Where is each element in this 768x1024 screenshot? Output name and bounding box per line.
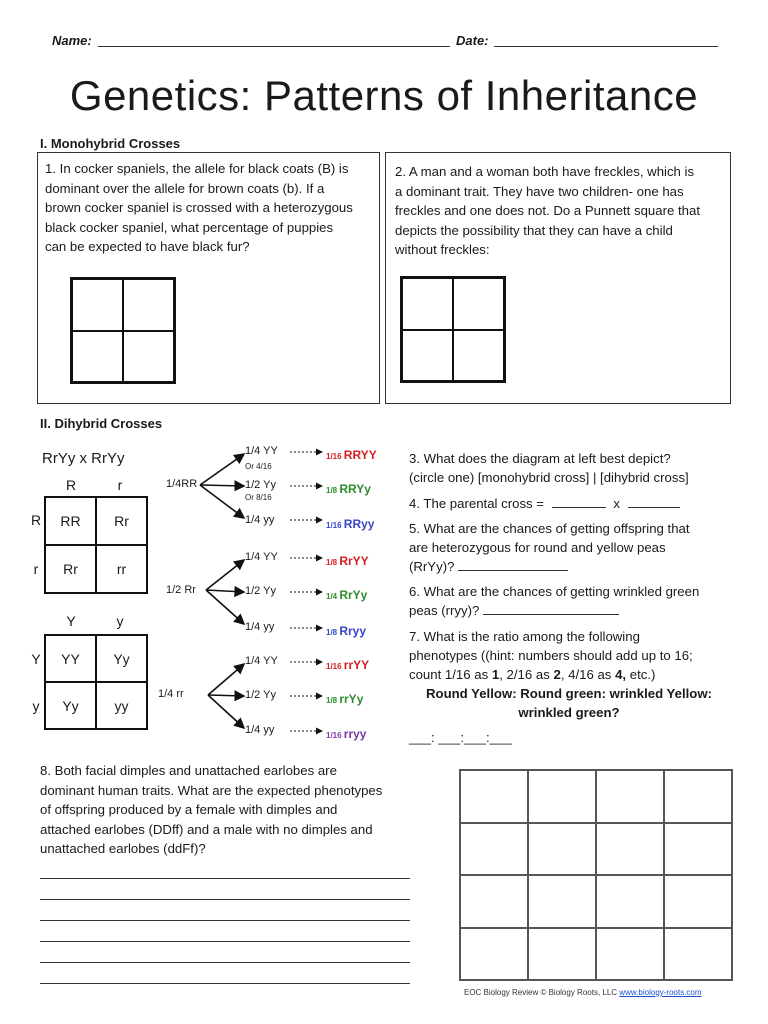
grid-r-square: RR Rr Rr rr	[44, 496, 148, 594]
question-4: 4. The parental cross = x	[409, 494, 739, 513]
section-1-heading: I. Monohybrid Crosses	[40, 136, 181, 151]
outcome-8	[326, 725, 366, 743]
answer-line-5[interactable]	[40, 962, 410, 963]
branch-arrow	[206, 560, 244, 590]
outcome-fraction: 1/16	[326, 731, 344, 740]
branch-rr-dom: 1/4RR	[166, 478, 198, 490]
branch-arrow	[200, 485, 244, 518]
grid-y-col1: Y	[66, 613, 76, 629]
branch-arrow	[208, 695, 244, 728]
answer-line-2[interactable]	[40, 899, 410, 900]
outcome-genotype: rryy	[343, 727, 367, 741]
branch-dom-rec: 1/4 yy	[245, 514, 275, 526]
answer-line-1[interactable]	[40, 878, 410, 879]
outcome-genotype: RRyy	[343, 517, 375, 531]
branch-arrow	[200, 485, 244, 486]
outcome-genotype: RRYY	[343, 448, 377, 462]
page-title: Genetics: Patterns of Inheritance	[69, 72, 699, 119]
name-label: Name:	[52, 33, 92, 48]
question-8-text: 8. Both facial dimples and unattached earlobes are dominant human traits. What are the expected phenotypes of offspring produced by a female with dimples and attached earlobes (DDff) and a male with no dimples and unattached earlobes (ddFf)?	[40, 763, 383, 856]
branch-rec-yy: 1/4 YY	[245, 655, 278, 667]
footer-link[interactable]: www.biology-roots.com	[619, 988, 702, 997]
question-2-text: 2. A man and a woman both have freckles, which is a dominant trait. They have two children- one has freckles and one does not. Do a Punnett square that depicts the possibility that they can have a child without freckles:	[395, 164, 700, 257]
branch-het-het: 1/2 Yy	[245, 585, 276, 597]
branch-dom-het: 1/2 Yy	[245, 479, 276, 491]
branch-dom-yy: 1/4 YY	[245, 445, 278, 457]
outcome-0	[326, 446, 377, 464]
outcome-fraction: 1/16	[326, 521, 344, 530]
grid-r-row1: R	[30, 512, 42, 528]
outcome-genotype: RrYY	[339, 554, 369, 568]
question-1-text: 1. In cocker spaniels, the allele for black coats (B) is dominant over the allele for brown coats (b). If a brown cocker spaniel is crossed with a heterozygous black cocker spaniel, what percentage of puppies can be expected to have black fur?	[45, 161, 353, 254]
outcome-fraction: 1/8	[326, 486, 340, 495]
parental-cross: RrYy x RrYy	[42, 450, 125, 467]
grid-y-col2: y	[116, 613, 124, 629]
outcome-fraction: 1/4	[326, 592, 340, 601]
outcome-fraction: 1/8	[326, 558, 340, 567]
date-field[interactable]	[494, 35, 718, 47]
branch-rr-rec: 1/4 rr	[158, 688, 184, 700]
outcome-fraction: 1/16	[326, 662, 344, 671]
footer: EOC Biology Review © Biology Roots, LLC www.biology-roots.com	[464, 988, 702, 997]
answer-line-4[interactable]	[40, 941, 410, 942]
outcome-5	[326, 622, 366, 640]
section-2-heading: II. Dihybrid Crosses	[40, 416, 163, 431]
question-3: 3. What does the diagram at left best depict? (circle one) [monohybrid cross] | [dihybrid cross]	[409, 451, 689, 485]
grid-r-col2: r	[117, 477, 123, 493]
answer-line-3[interactable]	[40, 920, 410, 921]
name-field[interactable]	[98, 35, 450, 47]
punnett-square-q1[interactable]	[70, 277, 176, 384]
outcome-fraction: 1/16	[326, 452, 344, 461]
question-7: 7. What is the ratio among the following phenotypes ((hint: numbers should add up to 16; count 1/16 as 1, 2/16 as 2, 4/16 as 4, etc.) Round Yellow: Round green: wrinkled Yellow: wrinkled green? ___: ___:___:___	[409, 629, 712, 745]
branch-arrow	[200, 454, 244, 485]
branch-het-rec: 1/4 yy	[245, 621, 275, 633]
grid-y-row2: y	[32, 698, 40, 714]
outcome-2	[326, 515, 374, 533]
question-6: 6. What are the chances of getting wrinkled green peas (rryy)?	[409, 584, 700, 618]
outcome-genotype: RrYy	[339, 588, 368, 602]
branch-rec-rec: 1/4 yy	[245, 724, 275, 736]
punnett-square-q8[interactable]	[459, 769, 733, 981]
punnett-square-q2[interactable]	[400, 276, 506, 383]
branch-dom-yy-alt: Or 4/16	[245, 462, 272, 471]
outcome-7	[326, 690, 363, 708]
grid-y-square: YY Yy Yy yy	[44, 634, 148, 730]
outcome-1	[326, 480, 371, 498]
answer-line-6[interactable]	[40, 983, 410, 984]
branch-arrow	[206, 590, 244, 592]
outcome-4	[326, 586, 367, 604]
outcome-genotype: RRYy	[339, 482, 371, 496]
branch-arrow	[208, 695, 244, 696]
branch-rec-het: 1/2 Yy	[245, 689, 276, 701]
grid-r-row2: r	[33, 561, 39, 577]
branch-arrow	[206, 590, 244, 624]
branch-het-yy: 1/4 YY	[245, 551, 278, 563]
branch-rr-het: 1/2 Rr	[166, 584, 196, 596]
outcome-6	[326, 656, 369, 674]
date-label: Date:	[456, 33, 489, 48]
outcome-genotype: rrYY	[343, 658, 370, 672]
branch-dom-het-alt: Or 8/16	[245, 493, 272, 502]
outcome-3	[326, 552, 369, 570]
outcome-genotype: rrYy	[339, 692, 364, 706]
outcome-fraction: 1/8	[326, 696, 340, 705]
grid-r-col1: R	[65, 477, 77, 493]
grid-y-row1: Y	[31, 651, 41, 667]
branch-arrow	[208, 664, 244, 695]
outcome-fraction: 1/8	[326, 628, 340, 637]
question-5: 5. What are the chances of getting offspring that are heterozygous for round and yellow peas (RrYy)?	[409, 521, 690, 574]
outcome-genotype: Rryy	[339, 624, 367, 638]
